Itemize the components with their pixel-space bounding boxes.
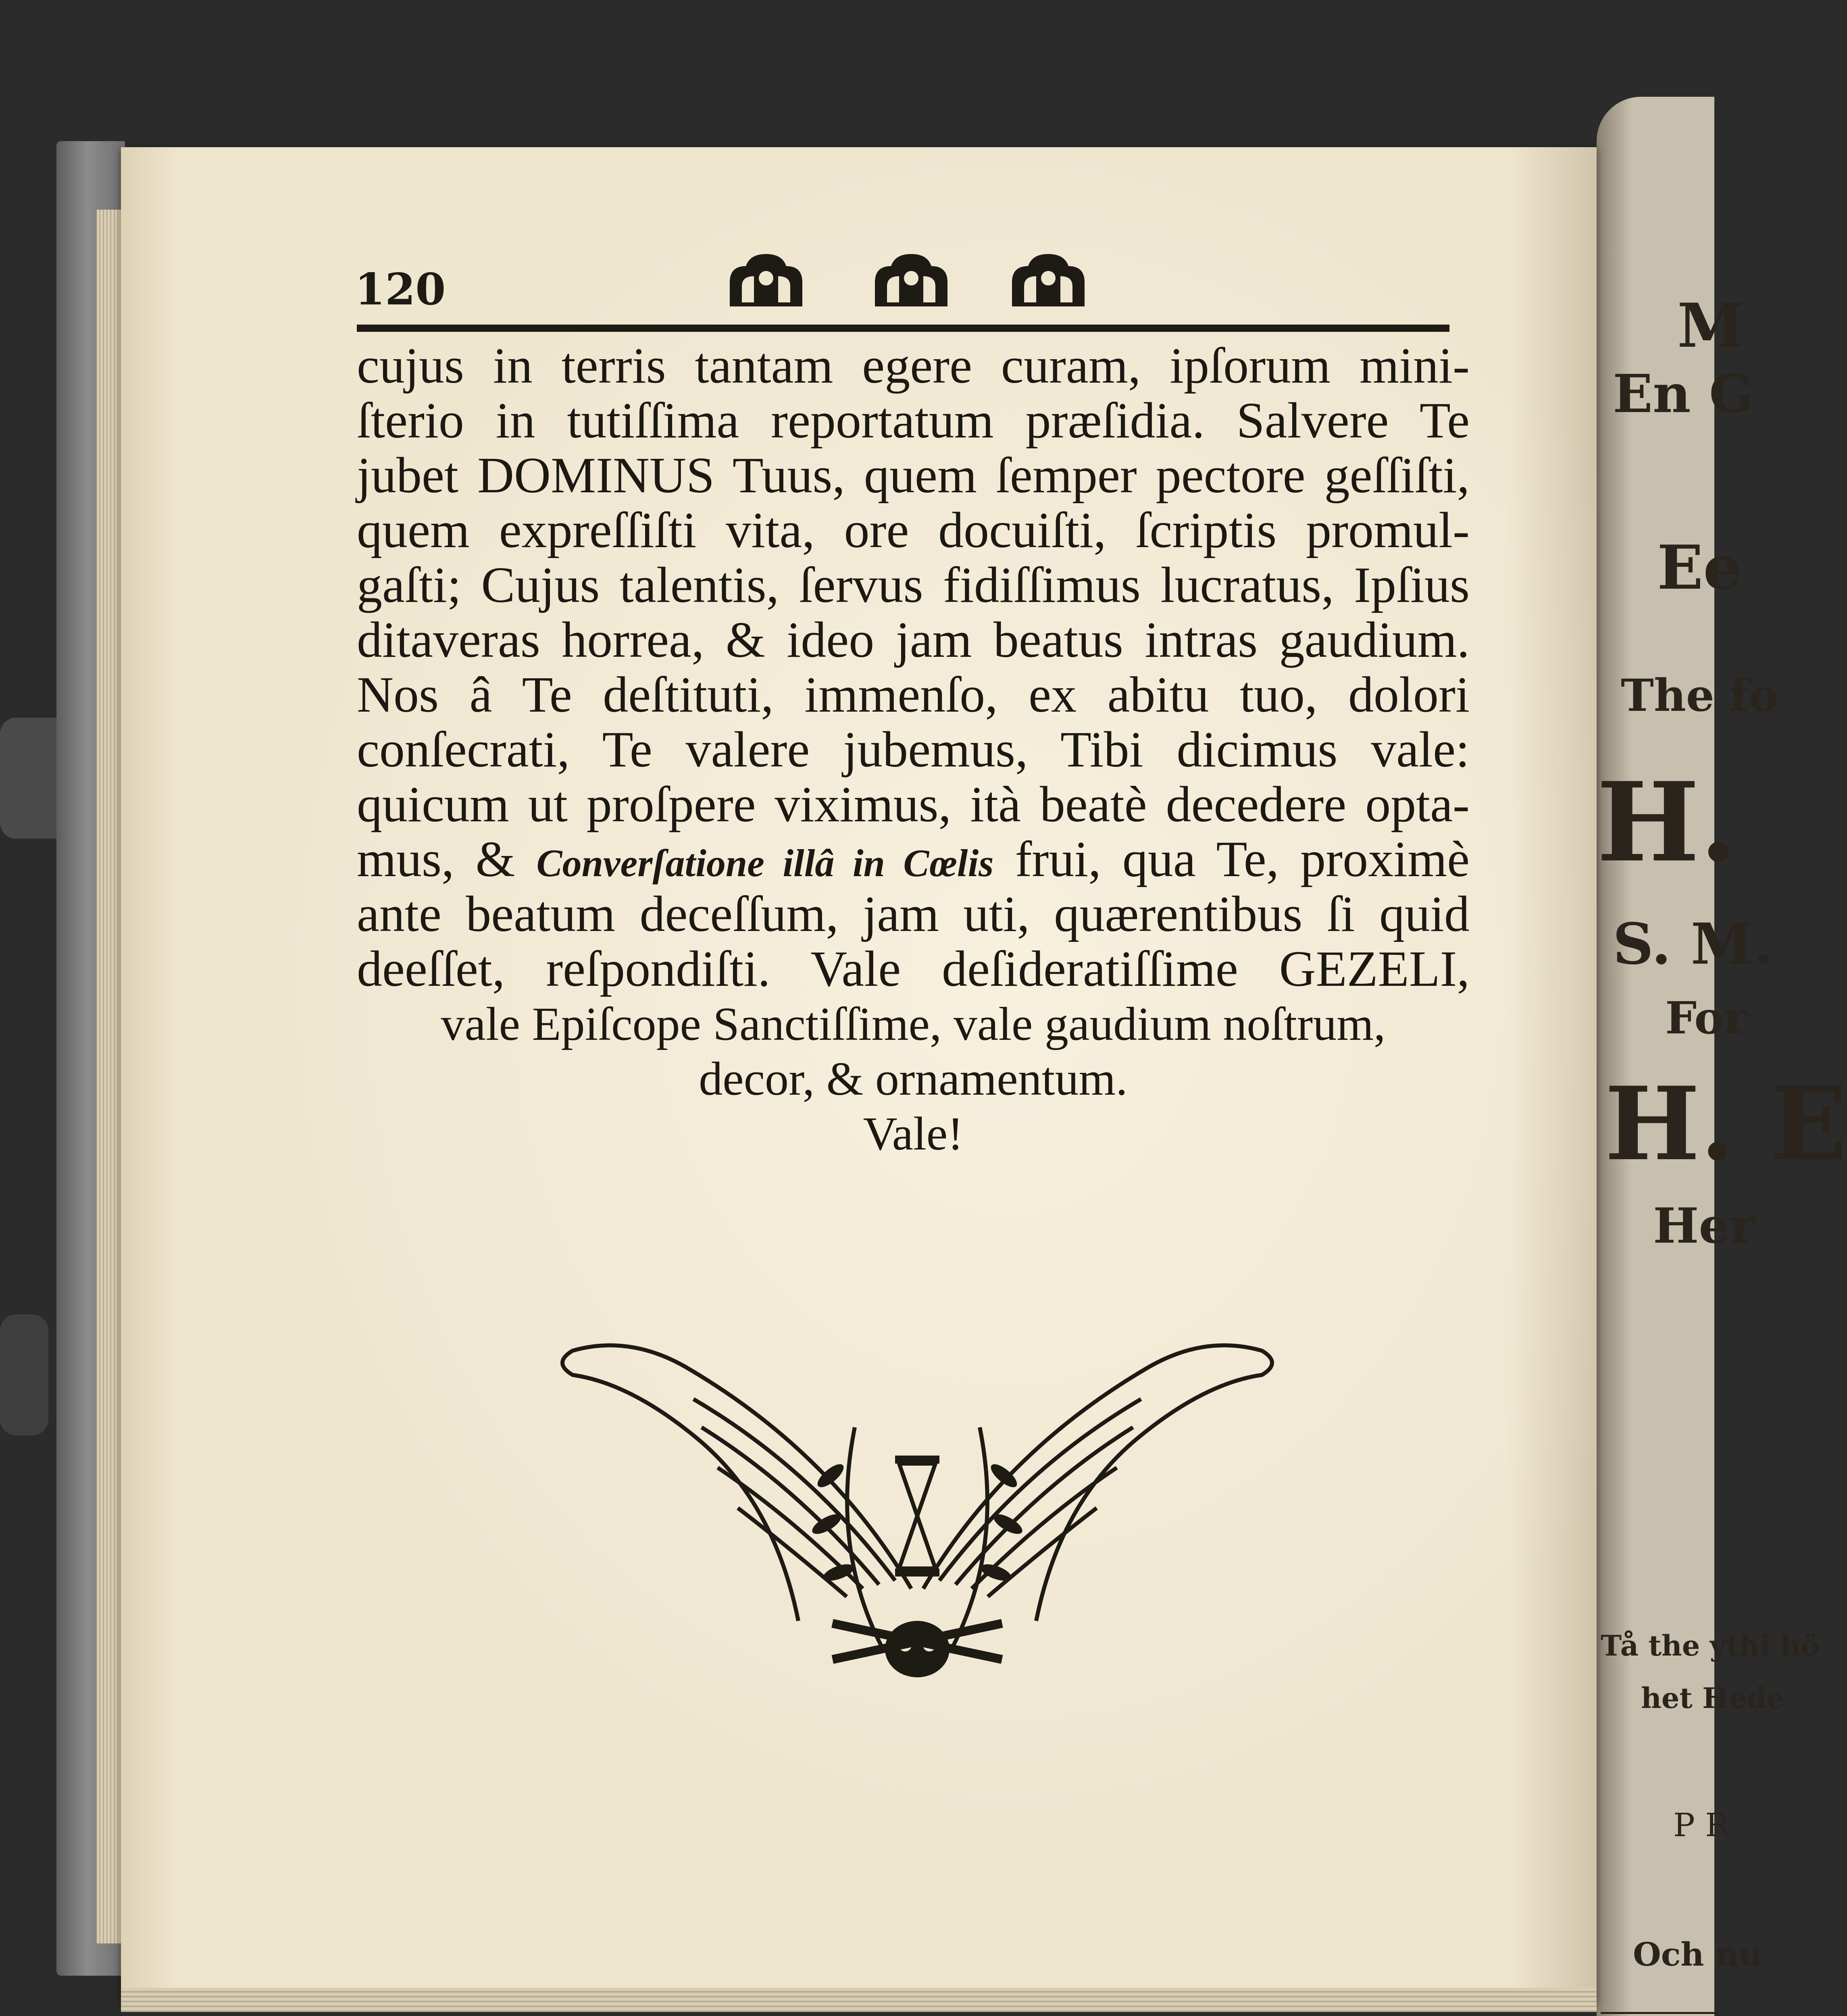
- text-line: conſecrati, Te valere jubemus, Tibi dicimus vale:: [357, 722, 1470, 778]
- page-number: 120: [355, 264, 446, 315]
- text-line-mixed: [357, 832, 1470, 887]
- header-rule: [357, 325, 1449, 332]
- winged-skull-vignette: [548, 1306, 1286, 1710]
- text-line: deeſſet, reſpondiſti. Vale deſideratiſſime GEZELI,: [357, 941, 1470, 997]
- facing-page-fragment: En G: [1613, 363, 1754, 425]
- italic-phrase: Converſatione illâ in Cœlis: [536, 841, 994, 885]
- facing-page-fragment: H. E: [1605, 1064, 1847, 1183]
- facing-page-fragment: Her: [1653, 1198, 1755, 1254]
- facing-page-fragment: P R: [1673, 1806, 1730, 1844]
- centered-line: vale Epiſcope Sanctiſſime, vale gaudium noſtrum,: [441, 998, 1386, 1050]
- centered-line: decor, & ornamentum.: [699, 1052, 1128, 1105]
- closing-line: Vale!: [863, 1107, 964, 1160]
- text-segment: mus, &: [357, 831, 515, 887]
- facing-page-fragment: For: [1665, 992, 1747, 1044]
- text-line: ditaveras horrea, & ideo jam beatus intras gaudium.: [357, 612, 1470, 668]
- facing-page-fragment: The fo: [1621, 669, 1778, 721]
- facing-page-fragment: het Hede: [1641, 1681, 1785, 1715]
- text-line: ante beatum deceſſum, jam uti, quærentibus ſi quid: [357, 886, 1470, 942]
- facing-page: [1597, 97, 1847, 2016]
- facing-page-fragment: S. M.: [1613, 911, 1773, 977]
- text-line: cujus in terris tantam egere curam, ipſorum mini-: [357, 338, 1470, 394]
- fleuron-icon: [1004, 250, 1093, 310]
- fleuron-icon: [722, 250, 810, 310]
- header-ornaments: [722, 250, 1109, 319]
- binding-clasp-lower: [0, 1314, 48, 1435]
- page-bottom-edge: [121, 1988, 1597, 2012]
- text-line: ſterio in tutiſſima reportatum præſidia. Salvere Te: [357, 393, 1470, 449]
- text-line: Nos â Te deſtituti, immenſo, ex abitu tuo, dolori: [357, 667, 1470, 723]
- facing-page-rule: [1601, 2012, 1718, 2014]
- text-line: jubet DOMINUS Tuus, quem ſemper pectore geſſiſti,: [357, 448, 1470, 504]
- body-text: [357, 339, 1470, 1161]
- text-line: quem expreſſiſti vita, ore docuiſti, ſcriptis promul-: [357, 502, 1470, 558]
- facing-page-fragment: Tå the ythi hö: [1601, 1629, 1820, 1662]
- facing-page-fragment: Och nu: [1633, 1935, 1762, 1973]
- text-line: gaſti; Cujus talentis, ſervus fidiſſimus lucratus, Ipſius: [357, 557, 1470, 613]
- text-line: quicum ut proſpere viximus, ità beatè decedere opta-: [357, 777, 1470, 833]
- text-segment: frui, qua Te, proximè: [1015, 831, 1470, 887]
- facing-page-fragment: M: [1677, 290, 1745, 361]
- facing-page-fragment: Ee: [1657, 532, 1742, 603]
- facing-page-fragment: H.: [1597, 758, 1738, 886]
- fleuron-icon: [867, 250, 956, 310]
